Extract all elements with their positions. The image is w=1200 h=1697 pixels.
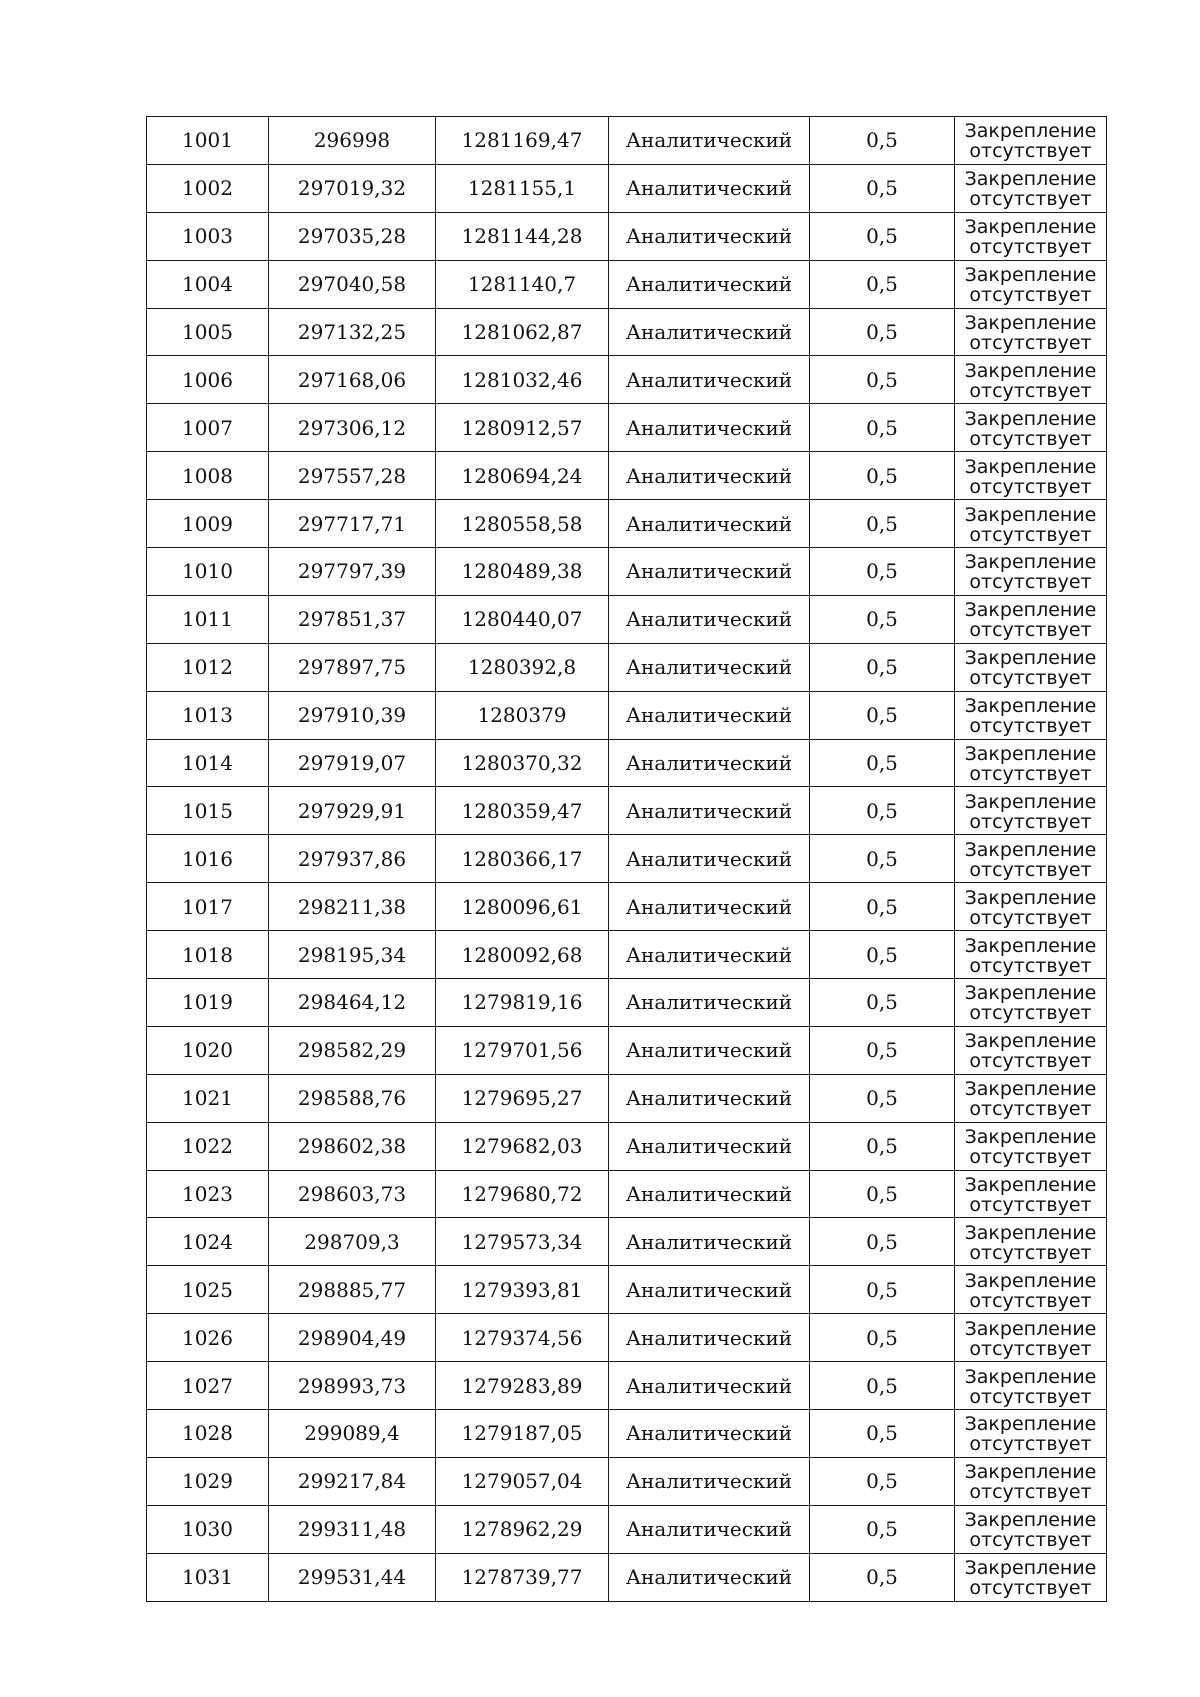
table-row — [147, 1170, 1107, 1218]
fixation-line-2: отсутствует — [969, 284, 1092, 307]
fixation-cell — [955, 739, 1107, 787]
accuracy-cell: 0,5 — [810, 979, 955, 1027]
accuracy-cell: 0,5 — [810, 1266, 955, 1314]
table-row — [147, 1457, 1107, 1505]
fixation-line-1: Закрепление — [964, 838, 1097, 861]
y-coordinate-cell: 1279701,56 — [436, 1026, 609, 1074]
x-coordinate-cell: 299089,4 — [269, 1410, 436, 1458]
coordinates-table-body — [147, 117, 1107, 1602]
x-coordinate-cell: 297910,39 — [269, 691, 436, 739]
fixation-line-1: Закрепление — [964, 1365, 1097, 1388]
fixation-cell — [955, 1074, 1107, 1122]
method-cell: Аналитический — [609, 883, 810, 931]
accuracy-cell: 0,5 — [810, 835, 955, 883]
fixation-cell — [955, 260, 1107, 308]
point-number-cell: 1014 — [147, 739, 269, 787]
point-number-cell: 1018 — [147, 931, 269, 979]
accuracy-cell: 0,5 — [810, 452, 955, 500]
fixation-line-1: Закрепление — [964, 599, 1097, 622]
fixation-line-2: отсутствует — [969, 1433, 1092, 1456]
fixation-cell — [955, 1314, 1107, 1362]
accuracy-cell: 0,5 — [810, 356, 955, 404]
table-row — [147, 117, 1107, 165]
fixation-cell — [955, 595, 1107, 643]
point-number-cell: 1001 — [147, 117, 269, 165]
x-coordinate-cell: 297168,06 — [269, 356, 436, 404]
accuracy-cell: 0,5 — [810, 595, 955, 643]
table-row — [147, 1553, 1107, 1601]
point-number-cell: 1026 — [147, 1314, 269, 1362]
fixation-line-1: Закрепление — [964, 695, 1097, 718]
fixation-cell — [955, 883, 1107, 931]
method-cell: Аналитический — [609, 931, 810, 979]
x-coordinate-cell: 298195,34 — [269, 931, 436, 979]
accuracy-cell: 0,5 — [810, 164, 955, 212]
y-coordinate-cell: 1280392,8 — [436, 643, 609, 691]
table-row — [147, 931, 1107, 979]
y-coordinate-cell: 1280912,57 — [436, 404, 609, 452]
fixation-line-2: отсутствует — [969, 332, 1092, 354]
accuracy-cell: 0,5 — [810, 1122, 955, 1170]
x-coordinate-cell: 297937,86 — [269, 835, 436, 883]
y-coordinate-cell: 1279819,16 — [436, 979, 609, 1027]
method-cell: Аналитический — [609, 835, 810, 883]
fixation-line-2: отсутствует — [969, 1577, 1092, 1600]
fixation-line-2: отсутствует — [969, 140, 1092, 163]
fixation-line-2: отсутствует — [969, 1385, 1092, 1408]
point-number-cell: 1028 — [147, 1410, 269, 1458]
point-number-cell: 1022 — [147, 1122, 269, 1170]
x-coordinate-cell: 298993,73 — [269, 1362, 436, 1410]
accuracy-cell: 0,5 — [810, 1026, 955, 1074]
table-row — [147, 404, 1107, 452]
fixation-line-1: Закрепление — [964, 1174, 1097, 1197]
x-coordinate-cell: 297919,07 — [269, 739, 436, 787]
fixation-cell — [955, 1122, 1107, 1170]
fixation-line-1: Закрепление — [964, 1509, 1097, 1532]
method-cell: Аналитический — [609, 643, 810, 691]
y-coordinate-cell: 1279573,34 — [436, 1218, 609, 1266]
x-coordinate-cell: 297035,28 — [269, 212, 436, 260]
fixation-line-2: отсутствует — [969, 954, 1092, 977]
fixation-line-2: отсутствует — [969, 427, 1092, 450]
x-coordinate-cell: 297306,12 — [269, 404, 436, 452]
table-row — [147, 452, 1107, 500]
accuracy-cell: 0,5 — [810, 308, 955, 356]
point-number-cell: 1009 — [147, 500, 269, 548]
table-row — [147, 979, 1107, 1027]
accuracy-cell: 0,5 — [810, 931, 955, 979]
accuracy-cell: 0,5 — [810, 691, 955, 739]
table-row — [147, 500, 1107, 548]
x-coordinate-cell: 299217,84 — [269, 1457, 436, 1505]
table-row — [147, 643, 1107, 691]
fixation-cell — [955, 1505, 1107, 1553]
point-number-cell: 1008 — [147, 452, 269, 500]
fixation-cell — [955, 452, 1107, 500]
y-coordinate-cell: 1279057,04 — [436, 1457, 609, 1505]
fixation-line-2: отсутствует — [969, 1098, 1092, 1121]
method-cell: Аналитический — [609, 1170, 810, 1218]
fixation-line-1: Закрепление — [964, 982, 1097, 1005]
fixation-cell — [955, 1218, 1107, 1266]
x-coordinate-cell: 299311,48 — [269, 1505, 436, 1553]
point-number-cell: 1027 — [147, 1362, 269, 1410]
fixation-line-1: Закрепление — [964, 1221, 1097, 1244]
x-coordinate-cell: 298582,29 — [269, 1026, 436, 1074]
method-cell: Аналитический — [609, 1218, 810, 1266]
y-coordinate-cell: 1280558,58 — [436, 500, 609, 548]
y-coordinate-cell: 1279374,56 — [436, 1314, 609, 1362]
point-number-cell: 1031 — [147, 1553, 269, 1601]
table-row — [147, 1505, 1107, 1553]
fixation-cell — [955, 787, 1107, 835]
x-coordinate-cell: 298588,76 — [269, 1074, 436, 1122]
fixation-line-1: Закрепление — [964, 1557, 1097, 1580]
method-cell: Аналитический — [609, 356, 810, 404]
accuracy-cell: 0,5 — [810, 1218, 955, 1266]
y-coordinate-cell: 1280694,24 — [436, 452, 609, 500]
table-row — [147, 1218, 1107, 1266]
accuracy-cell: 0,5 — [810, 643, 955, 691]
x-coordinate-cell: 298602,38 — [269, 1122, 436, 1170]
fixation-cell — [955, 1410, 1107, 1458]
point-number-cell: 1025 — [147, 1266, 269, 1314]
point-number-cell: 1013 — [147, 691, 269, 739]
x-coordinate-cell: 297929,91 — [269, 787, 436, 835]
fixation-line-1: Закрепление — [964, 790, 1097, 813]
accuracy-cell: 0,5 — [810, 1457, 955, 1505]
y-coordinate-cell: 1280489,38 — [436, 548, 609, 596]
fixation-line-2: отсутствует — [969, 523, 1092, 546]
table-row — [147, 1314, 1107, 1362]
fixation-cell — [955, 979, 1107, 1027]
table-row — [147, 691, 1107, 739]
fixation-line-2: отсутствует — [969, 379, 1092, 402]
fixation-line-1: Закрепление — [964, 216, 1097, 239]
accuracy-cell: 0,5 — [810, 883, 955, 931]
fixation-line-1: Закрепление — [964, 743, 1097, 766]
point-number-cell: 1020 — [147, 1026, 269, 1074]
table-row — [147, 164, 1107, 212]
table-row — [147, 1074, 1107, 1122]
fixation-cell — [955, 1170, 1107, 1218]
accuracy-cell: 0,5 — [810, 787, 955, 835]
fixation-line-2: отсутствует — [969, 763, 1092, 786]
point-number-cell: 1024 — [147, 1218, 269, 1266]
x-coordinate-cell: 296998 — [269, 117, 436, 165]
point-number-cell: 1021 — [147, 1074, 269, 1122]
fixation-line-2: отсутствует — [969, 810, 1092, 833]
fixation-cell — [955, 308, 1107, 356]
y-coordinate-cell: 1280370,32 — [436, 739, 609, 787]
fixation-line-1: Закрепление — [964, 1317, 1097, 1340]
y-coordinate-cell: 1279695,27 — [436, 1074, 609, 1122]
x-coordinate-cell: 298464,12 — [269, 979, 436, 1027]
x-coordinate-cell: 297717,71 — [269, 500, 436, 548]
point-number-cell: 1029 — [147, 1457, 269, 1505]
x-coordinate-cell: 298885,77 — [269, 1266, 436, 1314]
fixation-line-2: отсутствует — [969, 1337, 1092, 1360]
point-number-cell: 1017 — [147, 883, 269, 931]
table-row — [147, 1266, 1107, 1314]
accuracy-cell: 0,5 — [810, 739, 955, 787]
method-cell: Аналитический — [609, 739, 810, 787]
point-number-cell: 1023 — [147, 1170, 269, 1218]
point-number-cell: 1006 — [147, 356, 269, 404]
method-cell: Аналитический — [609, 1457, 810, 1505]
fixation-line-1: Закрепление — [964, 120, 1097, 143]
fixation-cell — [955, 356, 1107, 404]
accuracy-cell: 0,5 — [810, 1170, 955, 1218]
table-row — [147, 595, 1107, 643]
fixation-line-1: Закрепление — [964, 503, 1097, 526]
fixation-cell — [955, 548, 1107, 596]
fixation-line-1: Закрепление — [964, 647, 1097, 670]
x-coordinate-cell: 297851,37 — [269, 595, 436, 643]
x-coordinate-cell: 299531,44 — [269, 1553, 436, 1601]
method-cell: Аналитический — [609, 1074, 810, 1122]
table-row — [147, 356, 1107, 404]
y-coordinate-cell: 1279283,89 — [436, 1362, 609, 1410]
fixation-line-2: отсутствует — [969, 619, 1092, 642]
method-cell: Аналитический — [609, 1553, 810, 1601]
y-coordinate-cell: 1278739,77 — [436, 1553, 609, 1601]
fixation-line-2: отсутствует — [969, 858, 1092, 881]
point-number-cell: 1011 — [147, 595, 269, 643]
fixation-line-1: Закрепление — [964, 551, 1097, 574]
fixation-line-2: отсутствует — [969, 1481, 1092, 1504]
fixation-line-2: отсутствует — [969, 1146, 1092, 1169]
point-number-cell: 1005 — [147, 308, 269, 356]
fixation-line-1: Закрепление — [964, 1030, 1097, 1053]
y-coordinate-cell: 1280366,17 — [436, 835, 609, 883]
accuracy-cell: 0,5 — [810, 1362, 955, 1410]
fixation-line-2: отсутствует — [969, 667, 1092, 690]
fixation-line-2: отсутствует — [969, 475, 1092, 498]
y-coordinate-cell: 1281032,46 — [436, 356, 609, 404]
table-row — [147, 1362, 1107, 1410]
point-number-cell: 1003 — [147, 212, 269, 260]
method-cell: Аналитический — [609, 260, 810, 308]
y-coordinate-cell: 1278962,29 — [436, 1505, 609, 1553]
table-row — [147, 1122, 1107, 1170]
accuracy-cell: 0,5 — [810, 117, 955, 165]
fixation-cell — [955, 931, 1107, 979]
fixation-line-1: Закрепление — [964, 934, 1097, 957]
x-coordinate-cell: 297019,32 — [269, 164, 436, 212]
fixation-line-2: отсутствует — [969, 715, 1092, 738]
fixation-line-2: отсутствует — [969, 1050, 1092, 1073]
method-cell: Аналитический — [609, 308, 810, 356]
table-row — [147, 1026, 1107, 1074]
fixation-cell — [955, 691, 1107, 739]
fixation-line-2: отсутствует — [969, 906, 1092, 929]
method-cell: Аналитический — [609, 1122, 810, 1170]
accuracy-cell: 0,5 — [810, 260, 955, 308]
fixation-cell — [955, 500, 1107, 548]
y-coordinate-cell: 1279187,05 — [436, 1410, 609, 1458]
fixation-cell — [955, 1026, 1107, 1074]
fixation-line-1: Закрепление — [964, 886, 1097, 909]
table-row — [147, 260, 1107, 308]
y-coordinate-cell: 1280379 — [436, 691, 609, 739]
accuracy-cell: 0,5 — [810, 212, 955, 260]
fixation-cell — [955, 164, 1107, 212]
fixation-cell — [955, 643, 1107, 691]
fixation-line-2: отсутствует — [969, 571, 1092, 594]
y-coordinate-cell: 1279682,03 — [436, 1122, 609, 1170]
method-cell: Аналитический — [609, 164, 810, 212]
fixation-line-2: отсутствует — [969, 1241, 1092, 1264]
point-number-cell: 1012 — [147, 643, 269, 691]
accuracy-cell: 0,5 — [810, 548, 955, 596]
fixation-line-1: Закрепление — [964, 455, 1097, 478]
fixation-line-1: Закрепление — [964, 312, 1097, 334]
table-row — [147, 835, 1107, 883]
table-row — [147, 739, 1107, 787]
fixation-cell — [955, 1362, 1107, 1410]
point-number-cell: 1004 — [147, 260, 269, 308]
x-coordinate-cell: 298603,73 — [269, 1170, 436, 1218]
fixation-line-2: отсутствует — [969, 1194, 1092, 1217]
accuracy-cell: 0,5 — [810, 1074, 955, 1122]
point-number-cell: 1010 — [147, 548, 269, 596]
fixation-line-2: отсутствует — [969, 236, 1092, 259]
fixation-cell — [955, 1457, 1107, 1505]
method-cell: Аналитический — [609, 452, 810, 500]
point-number-cell: 1030 — [147, 1505, 269, 1553]
fixation-cell — [955, 212, 1107, 260]
y-coordinate-cell: 1281140,7 — [436, 260, 609, 308]
fixation-cell — [955, 835, 1107, 883]
method-cell: Аналитический — [609, 787, 810, 835]
fixation-line-2: отсутствует — [969, 1002, 1092, 1025]
y-coordinate-cell: 1281062,87 — [436, 308, 609, 356]
table-row — [147, 883, 1107, 931]
fixation-line-1: Закрепление — [964, 407, 1097, 430]
y-coordinate-cell: 1279393,81 — [436, 1266, 609, 1314]
method-cell: Аналитический — [609, 979, 810, 1027]
method-cell: Аналитический — [609, 1410, 810, 1458]
method-cell: Аналитический — [609, 691, 810, 739]
point-number-cell: 1016 — [147, 835, 269, 883]
y-coordinate-cell: 1281144,28 — [436, 212, 609, 260]
method-cell: Аналитический — [609, 212, 810, 260]
accuracy-cell: 0,5 — [810, 500, 955, 548]
table-row — [147, 787, 1107, 835]
x-coordinate-cell: 297557,28 — [269, 452, 436, 500]
table-row — [147, 548, 1107, 596]
fixation-line-1: Закрепление — [964, 1413, 1097, 1436]
method-cell: Аналитический — [609, 1362, 810, 1410]
fixation-line-1: Закрепление — [964, 359, 1097, 382]
fixation-line-1: Закрепление — [964, 264, 1097, 287]
point-number-cell: 1002 — [147, 164, 269, 212]
fixation-line-1: Закрепление — [964, 1126, 1097, 1149]
method-cell: Аналитический — [609, 1026, 810, 1074]
y-coordinate-cell: 1280359,47 — [436, 787, 609, 835]
fixation-line-1: Закрепление — [964, 168, 1097, 191]
table-row — [147, 212, 1107, 260]
method-cell: Аналитический — [609, 595, 810, 643]
method-cell: Аналитический — [609, 404, 810, 452]
y-coordinate-cell: 1281155,1 — [436, 164, 609, 212]
fixation-line-2: отсутствует — [969, 1529, 1092, 1552]
accuracy-cell: 0,5 — [810, 404, 955, 452]
x-coordinate-cell: 297897,75 — [269, 643, 436, 691]
table-row — [147, 308, 1107, 356]
fixation-line-1: Закрепление — [964, 1461, 1097, 1484]
fixation-line-1: Закрепление — [964, 1269, 1097, 1292]
x-coordinate-cell: 297132,25 — [269, 308, 436, 356]
y-coordinate-cell: 1281169,47 — [436, 117, 609, 165]
method-cell: Аналитический — [609, 117, 810, 165]
method-cell: Аналитический — [609, 500, 810, 548]
y-coordinate-cell: 1280096,61 — [436, 883, 609, 931]
x-coordinate-cell: 297040,58 — [269, 260, 436, 308]
fixation-line-2: отсутствует — [969, 188, 1092, 211]
x-coordinate-cell: 298709,3 — [269, 1218, 436, 1266]
fixation-line-1: Закрепление — [964, 1078, 1097, 1101]
x-coordinate-cell: 298211,38 — [269, 883, 436, 931]
accuracy-cell: 0,5 — [810, 1410, 955, 1458]
table-row — [147, 1410, 1107, 1458]
point-number-cell: 1015 — [147, 787, 269, 835]
method-cell: Аналитический — [609, 1314, 810, 1362]
fixation-cell — [955, 404, 1107, 452]
accuracy-cell: 0,5 — [810, 1314, 955, 1362]
method-cell: Аналитический — [609, 1505, 810, 1553]
fixation-cell — [955, 117, 1107, 165]
method-cell: Аналитический — [609, 1266, 810, 1314]
point-number-cell: 1007 — [147, 404, 269, 452]
y-coordinate-cell: 1279680,72 — [436, 1170, 609, 1218]
fixation-cell — [955, 1266, 1107, 1314]
coordinates-table — [146, 116, 1107, 1602]
accuracy-cell: 0,5 — [810, 1505, 955, 1553]
accuracy-cell: 0,5 — [810, 1553, 955, 1601]
method-cell: Аналитический — [609, 548, 810, 596]
point-number-cell: 1019 — [147, 979, 269, 1027]
x-coordinate-cell: 298904,49 — [269, 1314, 436, 1362]
x-coordinate-cell: 297797,39 — [269, 548, 436, 596]
y-coordinate-cell: 1280092,68 — [436, 931, 609, 979]
y-coordinate-cell: 1280440,07 — [436, 595, 609, 643]
fixation-line-2: отсутствует — [969, 1289, 1092, 1312]
fixation-cell — [955, 1553, 1107, 1601]
